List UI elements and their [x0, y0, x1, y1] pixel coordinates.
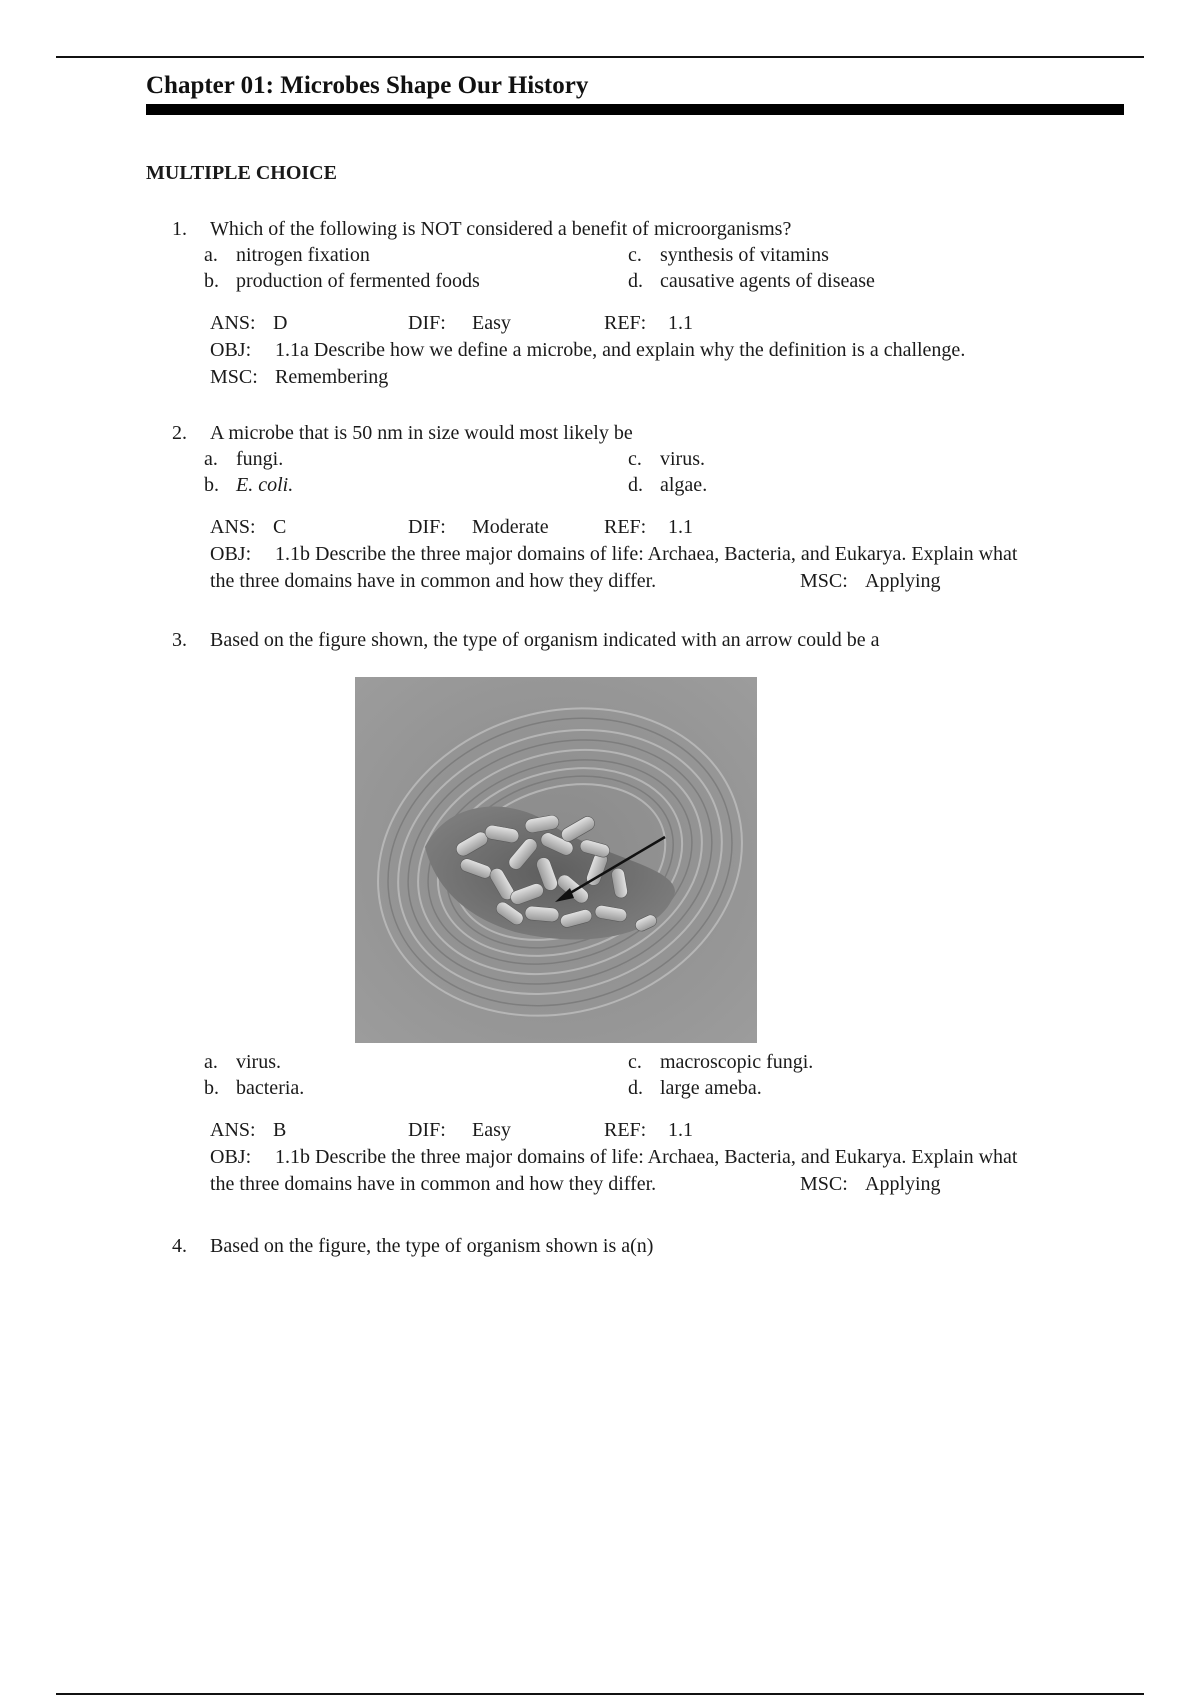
dif-value: Easy [472, 312, 511, 334]
obj-value: 1.1a Describe how we define a microbe, and explain why the definition is a challenge. [275, 339, 966, 361]
msc-value: Applying [865, 570, 941, 592]
question-text: Which of the following is NOT considered a benefit of microorganisms? [210, 218, 792, 240]
question-1 [172, 216, 1132, 391]
sem-micrograph-icon [355, 677, 757, 1043]
ref-label: REF: [604, 312, 647, 334]
ref-label: REF: [604, 516, 647, 538]
question-3-options [172, 1049, 1132, 1198]
ans-label: ANS: [210, 312, 256, 334]
obj-value-line2: the three domains have in common and how they differ. [210, 570, 657, 592]
msc-label: MSC: [800, 1173, 848, 1195]
question-2 [172, 420, 1132, 595]
ans-label: ANS: [210, 516, 256, 538]
section-heading: MULTIPLE CHOICE [146, 162, 337, 184]
msc-value: Remembering [275, 366, 389, 388]
dif-label: DIF: [408, 516, 446, 538]
question-number: 3. [172, 629, 187, 651]
ref-value: 1.1 [668, 1119, 693, 1141]
answer-meta [210, 1117, 1132, 1198]
answer-meta [210, 310, 1132, 391]
question-text: Based on the figure shown, the type of organism indicated with an arrow could be a [210, 629, 880, 651]
top-rule [56, 56, 1144, 58]
obj-label: OBJ: [210, 339, 252, 361]
obj-value-line2: the three domains have in common and how they differ. [210, 1173, 657, 1195]
ans-value: C [273, 516, 287, 538]
ans-value: B [273, 1119, 287, 1141]
question-4 [172, 1233, 1132, 1259]
dif-value: Easy [472, 1119, 511, 1141]
answer-meta [210, 514, 1132, 595]
obj-value-line1: 1.1b Describe the three major domains of life: Archaea, Bacteria, and Eukarya. Explain what [275, 543, 1018, 565]
msc-value: Applying [865, 1173, 941, 1195]
options-list: a. fungi. b. E. coli. c. virus. d. algae. [204, 448, 708, 496]
ans-value: D [273, 312, 288, 334]
dif-label: DIF: [408, 312, 446, 334]
question-3 [172, 627, 1132, 653]
question-number: 2. [172, 422, 187, 444]
options-list: a. virus. b. bacteria. c. macroscopic fungi. d. large ameba. [204, 1051, 814, 1099]
dif-value: Moderate [472, 516, 549, 538]
ref-label: REF: [604, 1119, 647, 1141]
ref-value: 1.1 [668, 516, 693, 538]
chapter-title: Chapter 01: Microbes Shape Our History [146, 72, 589, 99]
options-list: a. nitrogen fixation b. production of fermented foods c. synthesis of vitamins d. causative agents of disease [204, 244, 875, 292]
question-text: A microbe that is 50 nm in size would most likely be [210, 422, 633, 444]
obj-label: OBJ: [210, 543, 252, 565]
ref-value: 1.1 [668, 312, 693, 334]
title-underline-bar [146, 104, 1124, 115]
micrograph-figure [355, 677, 757, 1043]
obj-label: OBJ: [210, 1146, 252, 1168]
msc-label: MSC: [800, 570, 848, 592]
question-number: 4. [172, 1235, 187, 1257]
question-number: 1. [172, 218, 187, 240]
msc-label: MSC: [210, 366, 258, 388]
bottom-rule [56, 1693, 1144, 1695]
question-text: Based on the figure, the type of organism shown is a(n) [210, 1235, 654, 1257]
obj-value-line1: 1.1b Describe the three major domains of life: Archaea, Bacteria, and Eukarya. Explain what [275, 1146, 1018, 1168]
dif-label: DIF: [408, 1119, 446, 1141]
ans-label: ANS: [210, 1119, 256, 1141]
